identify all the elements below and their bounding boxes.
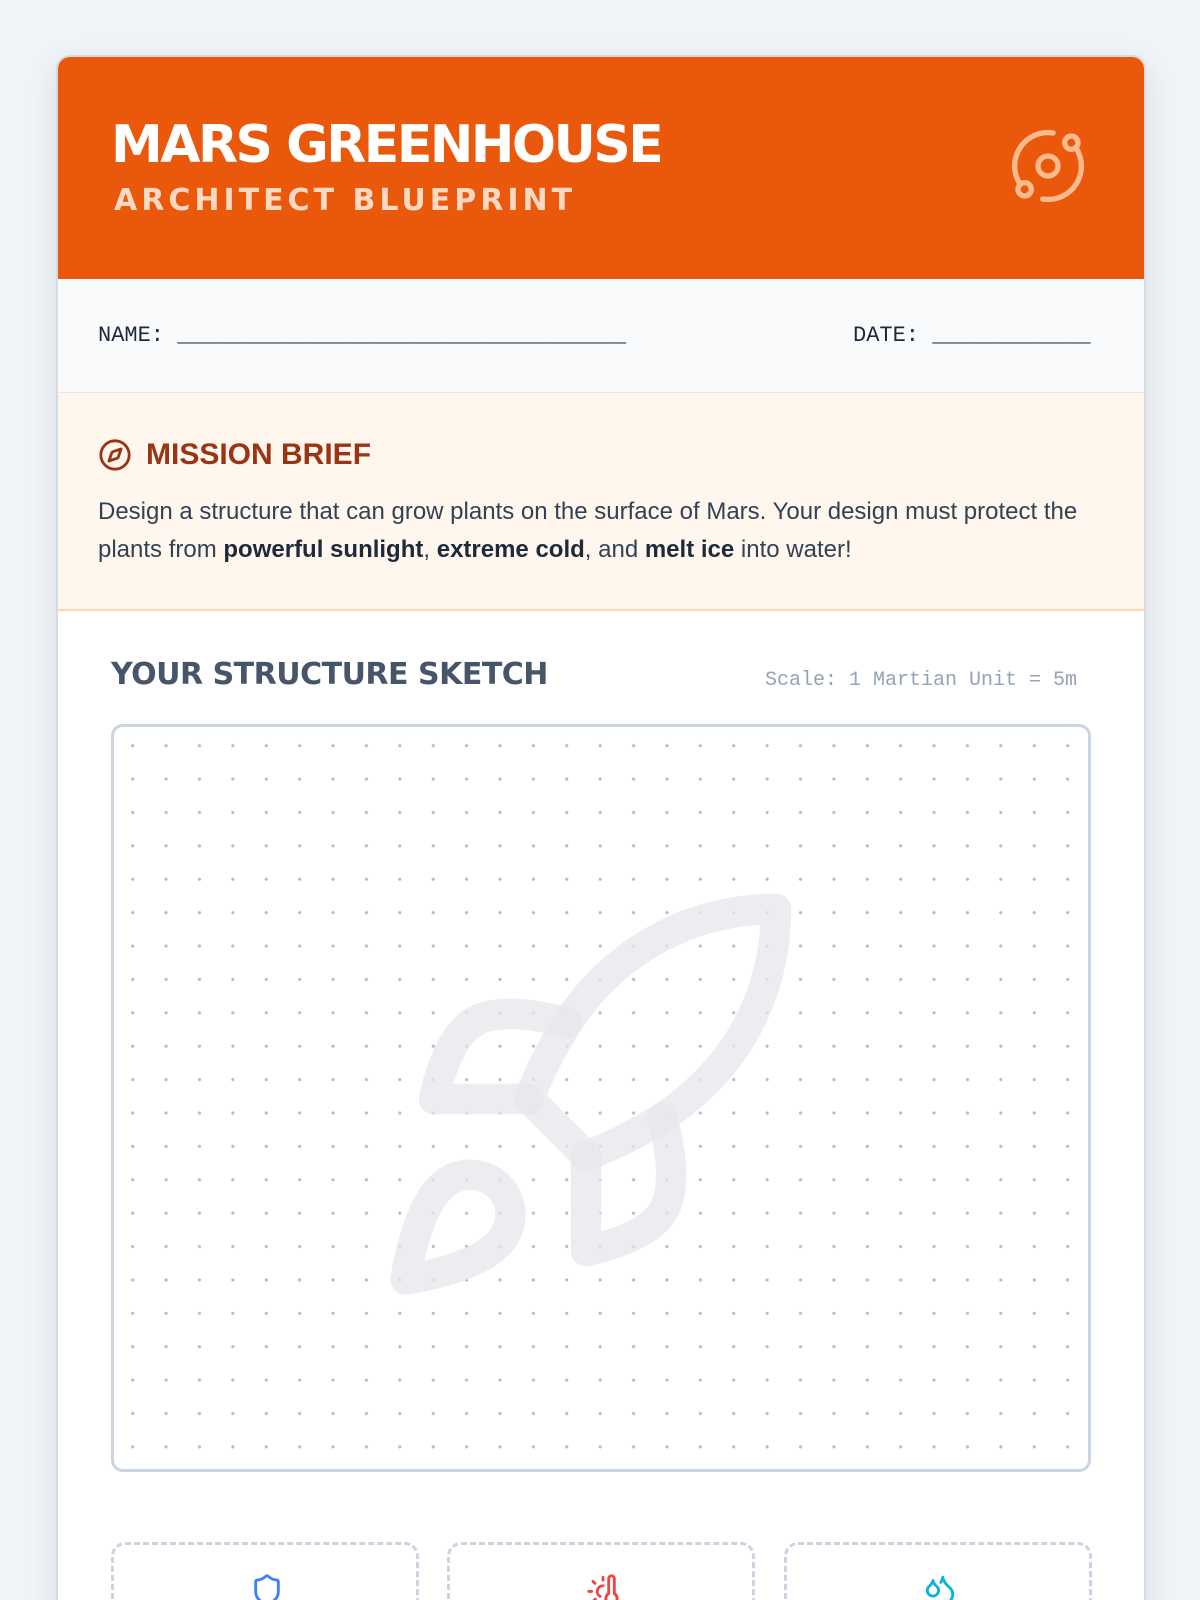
sun-thermometer-icon [586, 1573, 620, 1600]
scale-note: Scale: 1 Martian Unit = 5m [765, 669, 1078, 692]
header-banner [58, 57, 1144, 279]
mission-brief-title: MISSION BRIEF [146, 438, 372, 471]
brief-text-end: into water! [734, 536, 852, 563]
brief-separator: , and [584, 536, 645, 563]
sketch-heading: YOUR STRUCTURE SKETCH [111, 657, 548, 692]
brief-emphasis-sunlight: powerful sunlight [223, 536, 424, 563]
page-subtitle: ARCHITECT BLUEPRINT [114, 183, 577, 218]
mission-brief [58, 393, 1144, 611]
goal-card-protection [111, 1542, 419, 1600]
worksheet-card [56, 55, 1146, 1600]
name-field[interactable]: NAME: __________________________________ [98, 323, 627, 348]
sketch-area[interactable] [111, 724, 1091, 1472]
compass-icon [98, 438, 132, 472]
goal-card-heat [447, 1542, 755, 1600]
mission-brief-heading [98, 438, 371, 472]
brief-text-start: Design a structure that can grow plants on the surface of Mars. Your design must protect the plants from [98, 498, 1078, 563]
droplets-icon [923, 1573, 957, 1600]
brief-emphasis-cold: extreme cold [436, 536, 585, 563]
rocket-icon [358, 871, 814, 1327]
orbit-icon [1008, 126, 1088, 206]
student-info-row [58, 279, 1144, 393]
shield-icon [250, 1573, 284, 1600]
goal-card-water [784, 1542, 1092, 1600]
brief-separator: , [423, 536, 437, 563]
page-title: MARS GREENHOUSE [111, 115, 662, 175]
brief-emphasis-ice: melt ice [644, 536, 735, 563]
date-field[interactable]: DATE: ____________ [853, 323, 1091, 348]
mission-brief-text [98, 493, 1098, 569]
